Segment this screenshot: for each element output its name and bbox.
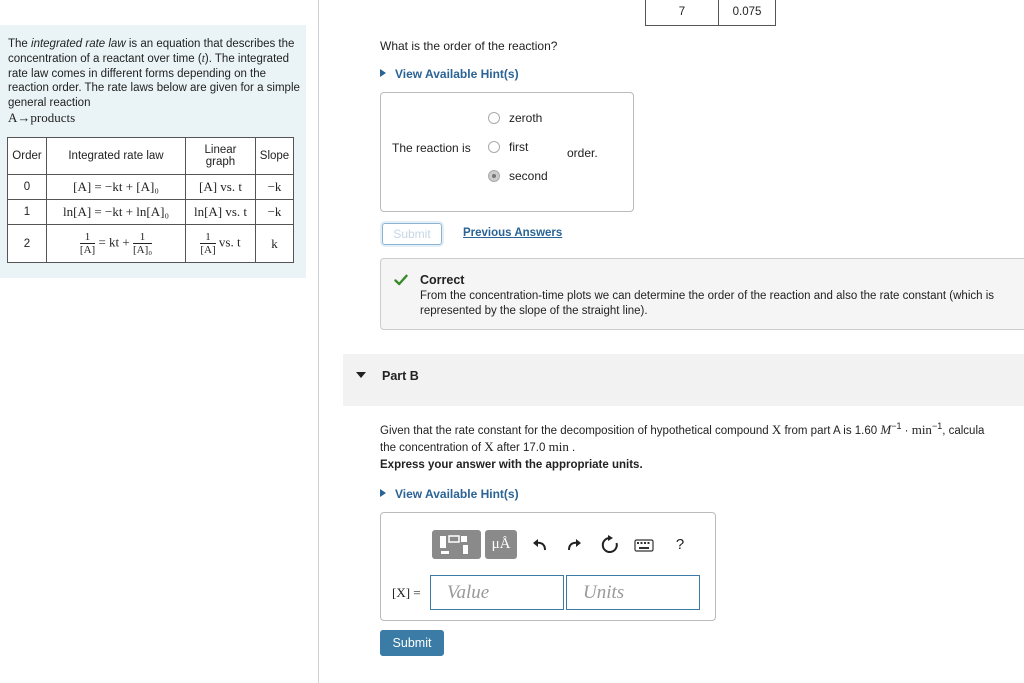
- check-icon: [394, 273, 408, 287]
- table-header-row: [8, 138, 294, 175]
- order-suffix: order.: [567, 146, 598, 160]
- intro-text: The integrated rate law is an equation that describes the concentration of a reactant over time (t). The integrated rate law comes in different forms depending on the reaction order. The rate laws below are given for a simple general reaction A→products: [8, 38, 300, 125]
- part-b-title: Part B: [382, 369, 419, 383]
- units-input[interactable]: Units: [566, 575, 700, 610]
- templates-button[interactable]: [432, 530, 481, 559]
- header-law: Integrated rate law: [47, 138, 186, 175]
- header-slope: Slope: [256, 138, 294, 175]
- data-table-fragment: [645, 0, 776, 26]
- expand-triangle-icon: [380, 69, 386, 77]
- value-input[interactable]: Value: [430, 575, 564, 610]
- templates-icon: [432, 530, 481, 559]
- answer-label: [X] =: [392, 585, 421, 600]
- expand-triangle-icon: [380, 489, 386, 497]
- reset-icon[interactable]: [600, 535, 620, 555]
- table-row: 7 0.075: [646, 0, 776, 25]
- redo-icon[interactable]: [565, 535, 583, 555]
- header-graph: Linear graph: [186, 138, 256, 175]
- collapse-caret-icon[interactable]: [356, 372, 366, 378]
- radio-button[interactable]: [488, 112, 500, 124]
- part-b-question: Given that the rate constant for the decomposition of hypothetical compound X from part A is 1.60 $M^{-1} \cdot \min^{-1}$, calcula the concentration of X after 17.0 min .: [380, 421, 985, 454]
- info-panel: [0, 25, 306, 278]
- reaction-is-label: The reaction is: [392, 141, 471, 155]
- units-instruction: Express your answer with the appropriate units.: [380, 459, 643, 471]
- panel-divider: [318, 0, 319, 683]
- order-choice-box: The reaction is zeroth first second order.: [380, 92, 634, 212]
- part-b-header[interactable]: [343, 354, 1024, 406]
- feedback-title: Correct: [420, 273, 465, 287]
- part-a-submit-button[interactable]: Submit: [382, 223, 442, 245]
- part-b-hint-toggle[interactable]: View Available Hint(s): [380, 487, 519, 501]
- undo-icon[interactable]: [531, 535, 549, 555]
- part-b-submit-button[interactable]: Submit: [380, 630, 444, 656]
- previous-answers-link[interactable]: Previous Answers: [463, 227, 563, 239]
- table-row: 2 $\frac{1}{[A]}$ = kt + $\frac{1}{\text{[A]₀}}$ $\frac{1}{[A]}$ vs. t k: [8, 225, 294, 263]
- radio-button-selected[interactable]: [488, 170, 500, 182]
- table-row: 0 [A] = −kt + [A]₀ [A] vs. t −k: [8, 175, 294, 200]
- table-row: 1 ln[A] = −kt + ln[A]₀ ln[A] vs. t −k: [8, 200, 294, 225]
- part-a-question: What is the order of the reaction?: [380, 39, 558, 53]
- header-order: Order: [8, 138, 47, 175]
- answer-box: [380, 512, 716, 621]
- general-reaction: A→products: [8, 109, 76, 125]
- help-icon[interactable]: ?: [675, 536, 685, 553]
- feedback-text: From the concentration-time plots we can determine the order of the reaction and also the rate constant (which is represented by the slope of the straight line).: [420, 290, 995, 317]
- radio-button[interactable]: [488, 141, 500, 153]
- keyboard-icon[interactable]: [634, 535, 654, 555]
- units-button[interactable]: μÅ: [485, 530, 517, 559]
- feedback-box: [380, 258, 1024, 330]
- part-a-hint-toggle[interactable]: View Available Hint(s): [380, 67, 519, 81]
- rate-law-table: [7, 137, 294, 263]
